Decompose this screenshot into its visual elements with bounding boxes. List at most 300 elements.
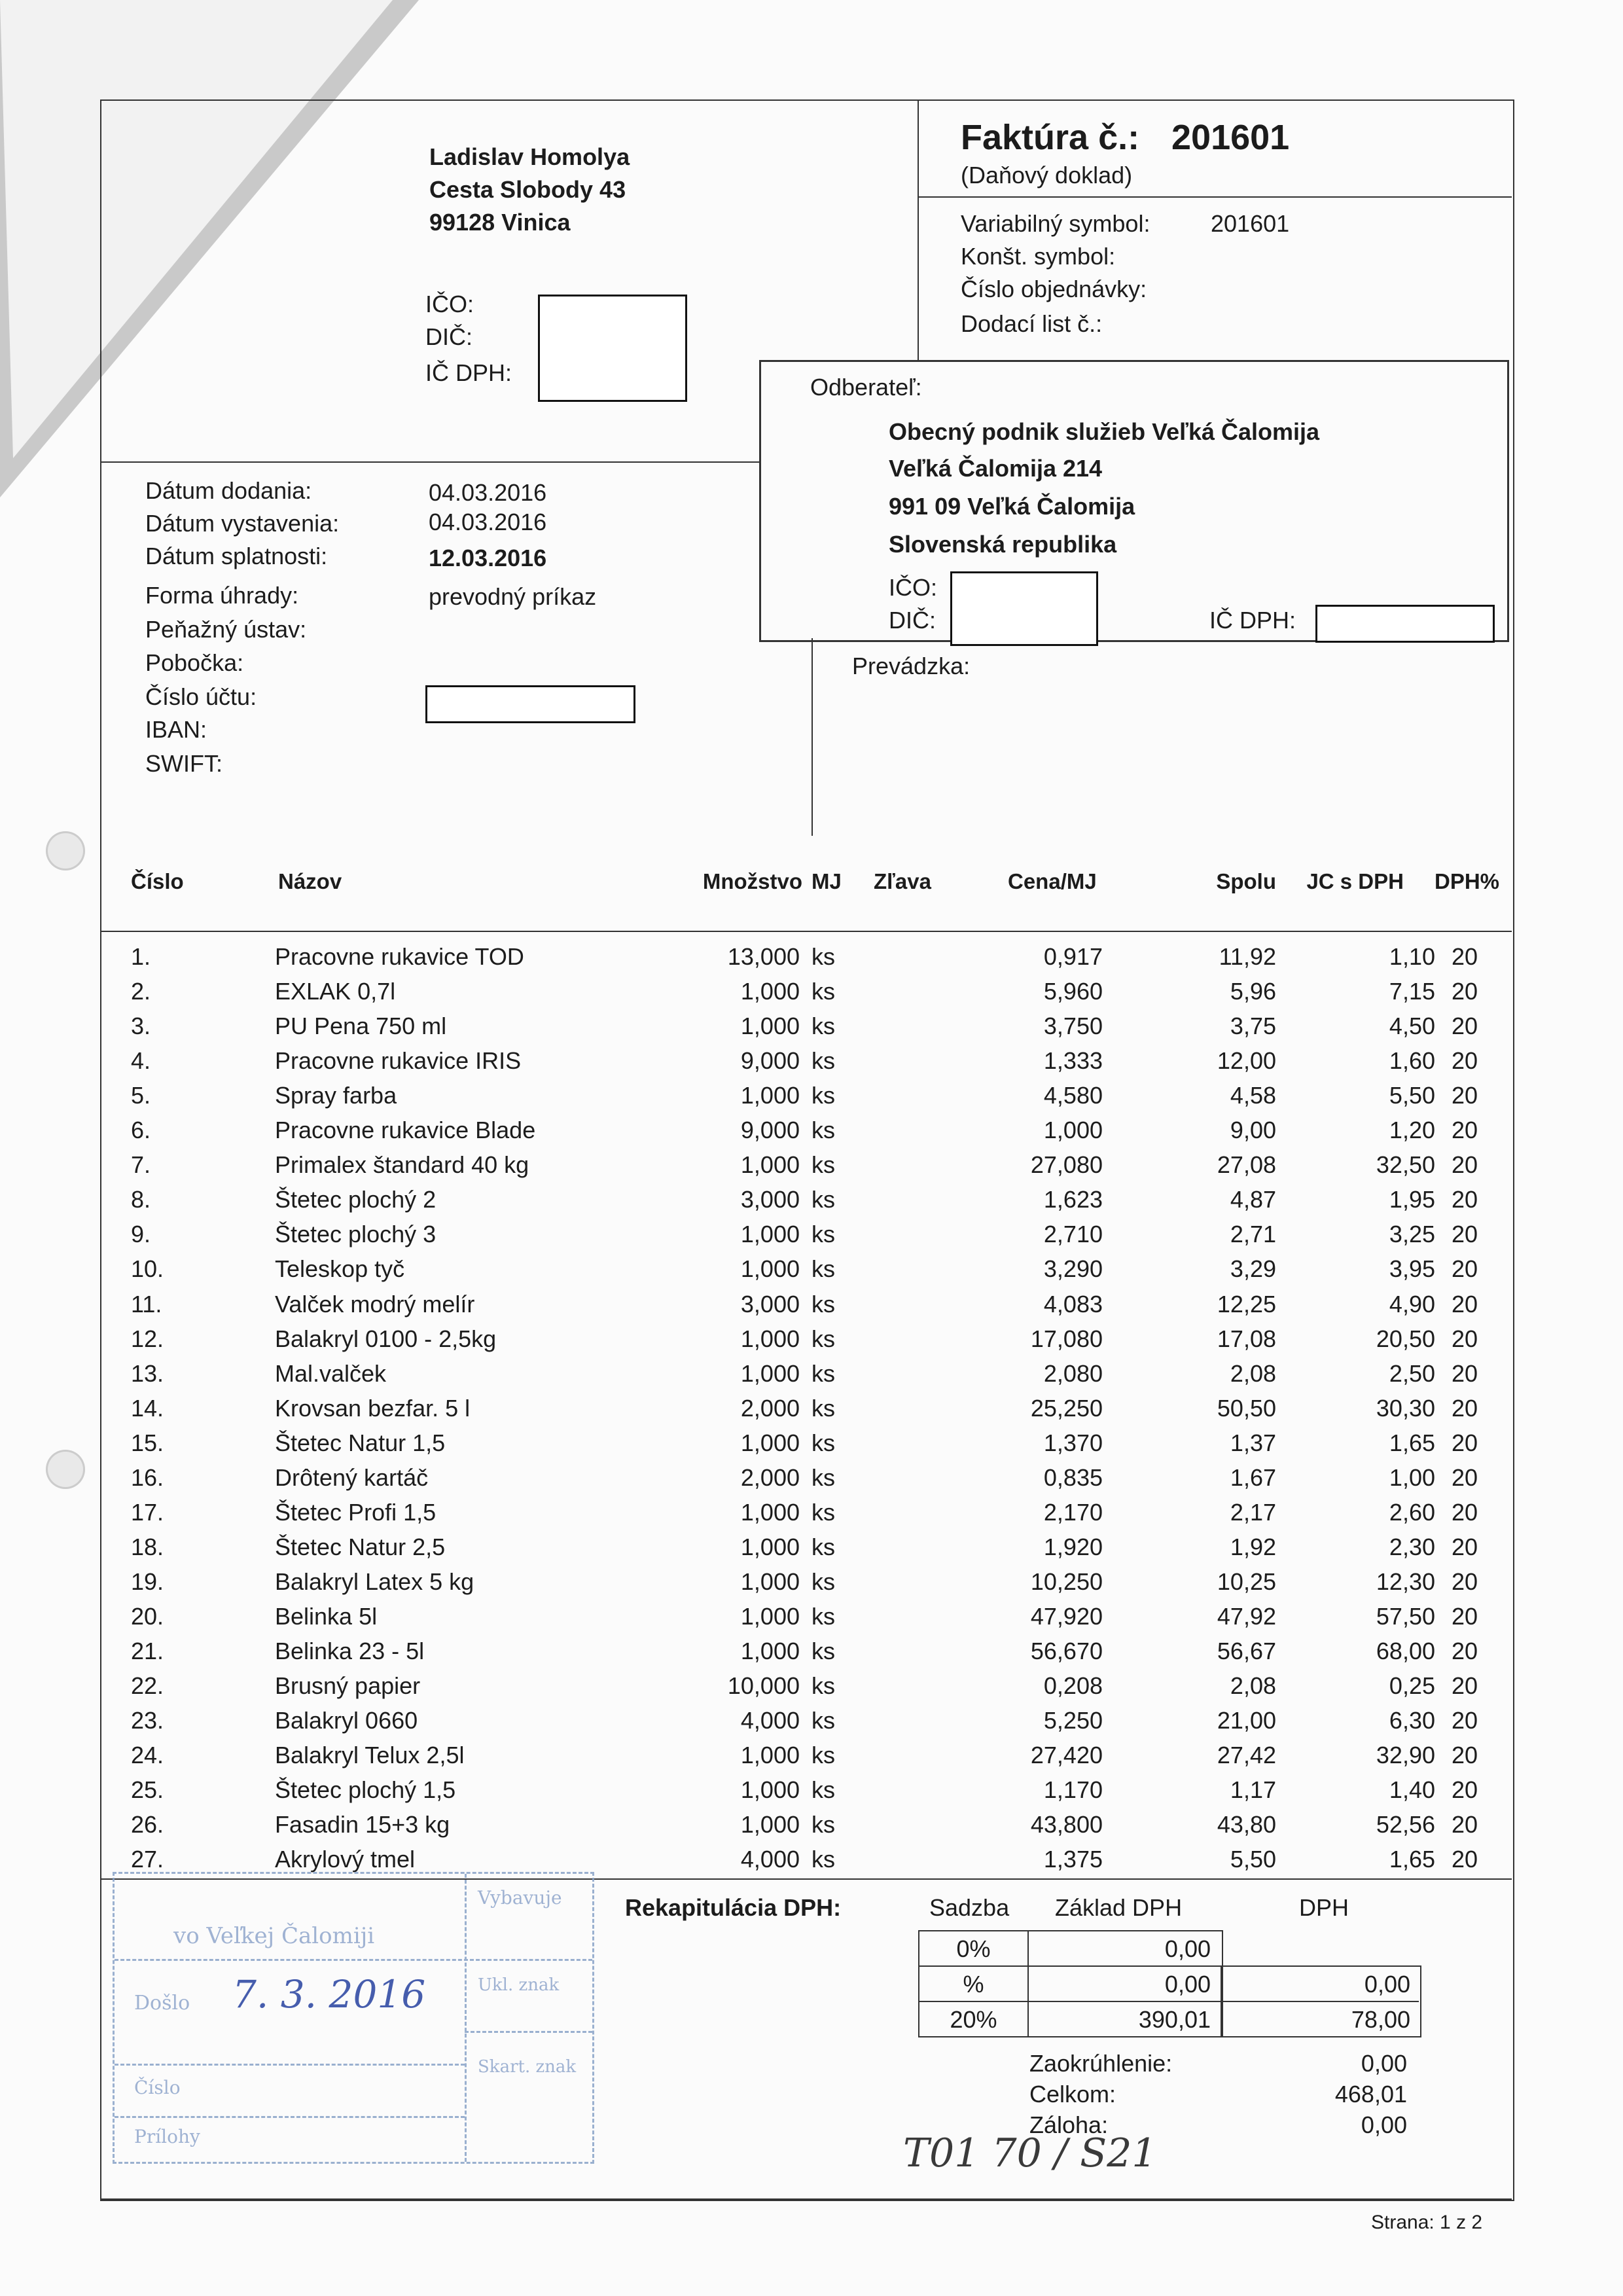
payment-form-label: Forma úhrady: xyxy=(145,582,299,609)
item-vat-pct: 20 xyxy=(1452,1568,1478,1595)
item-price: 2,080 xyxy=(1043,1359,1103,1387)
item-unit-vat: 32,90 xyxy=(1376,1742,1435,1769)
recap-rate-header: Sadzba xyxy=(929,1894,1010,1921)
item-unit-vat: 1,40 xyxy=(1389,1776,1435,1804)
item-vat-pct: 20 xyxy=(1452,978,1478,1005)
item-unit: ks xyxy=(812,1846,835,1873)
item-unit: ks xyxy=(812,1255,835,1283)
item-total: 2,17 xyxy=(1230,1498,1276,1526)
item-unit-vat: 2,30 xyxy=(1389,1533,1435,1560)
item-name: Akrylový tmel xyxy=(275,1846,416,1873)
advance-label: Záloha: xyxy=(1029,2111,1109,2138)
item-total: 56,67 xyxy=(1217,1638,1276,1664)
item-qty: 1,000 xyxy=(740,1082,800,1109)
item-total: 12,25 xyxy=(1217,1290,1276,1318)
item-unit: ks xyxy=(812,1463,835,1491)
item-unit-vat: 57,50 xyxy=(1376,1602,1435,1630)
item-total: 5,96 xyxy=(1230,978,1276,1005)
item-vat-pct: 20 xyxy=(1452,943,1478,970)
item-name: Štetec Natur 2,5 xyxy=(275,1533,446,1560)
item-vat-pct: 20 xyxy=(1452,1742,1478,1769)
item-unit-vat: 1,00 xyxy=(1389,1463,1435,1491)
item-vat-pct: 20 xyxy=(1452,1047,1478,1075)
item-no: 16. xyxy=(131,1463,164,1491)
payment-form-value: prevodný príkaz xyxy=(429,583,597,610)
item-no: 23. xyxy=(131,1707,164,1734)
recap-base: 390,01 xyxy=(1138,2006,1211,2033)
item-vat-pct: 20 xyxy=(1452,1151,1478,1179)
col-header-price: Cena/MJ xyxy=(1008,869,1097,893)
date-label: Dátum splatnosti: xyxy=(145,543,328,569)
item-no: 17. xyxy=(131,1498,164,1526)
item-price: 1,170 xyxy=(1043,1776,1103,1804)
item-price: 56,670 xyxy=(1030,1638,1103,1664)
redacted-box xyxy=(1315,605,1495,643)
item-qty: 3,000 xyxy=(740,1290,800,1318)
item-unit-vat: 2,50 xyxy=(1389,1359,1435,1387)
recap-vat: 78,00 xyxy=(1351,2006,1410,2033)
header-divider xyxy=(918,99,919,361)
item-no: 19. xyxy=(131,1568,164,1595)
item-total: 12,00 xyxy=(1217,1047,1276,1075)
col-header-vat-pct: DPH% xyxy=(1435,869,1500,893)
table-row xyxy=(0,1391,1623,1426)
item-no: 22. xyxy=(131,1672,164,1700)
stamp-date-handwritten: 7. 3. 2016 xyxy=(232,1972,426,2017)
item-total: 10,25 xyxy=(1217,1568,1276,1595)
premises-label: Prevádzka: xyxy=(852,653,971,679)
item-unit: ks xyxy=(812,1811,835,1839)
item-unit: ks xyxy=(812,1047,835,1075)
item-total: 17,08 xyxy=(1217,1325,1276,1352)
item-total: 27,08 xyxy=(1217,1151,1276,1179)
item-qty: 2,000 xyxy=(740,1394,800,1422)
item-no: 20. xyxy=(131,1602,164,1630)
item-qty: 1,000 xyxy=(740,1568,800,1595)
col-header-no: Číslo xyxy=(131,869,184,893)
item-vat-pct: 20 xyxy=(1452,1082,1478,1109)
item-vat-pct: 20 xyxy=(1452,1533,1478,1560)
recap-rate: 0% xyxy=(956,1935,991,1962)
bank-label: Peňažný ústav: xyxy=(145,616,307,643)
item-price: 1,920 xyxy=(1043,1533,1103,1560)
item-vat-pct: 20 xyxy=(1452,1429,1478,1456)
recap-base-header: Základ DPH xyxy=(1055,1894,1183,1921)
item-total: 1,37 xyxy=(1230,1429,1276,1456)
stamp-sign-label: Ukl. znak xyxy=(478,1975,560,1995)
item-qty: 1,000 xyxy=(740,1429,800,1456)
item-name: Štetec plochý 2 xyxy=(275,1186,437,1213)
item-qty: 1,000 xyxy=(740,1498,800,1526)
item-qty: 1,000 xyxy=(740,1325,800,1352)
item-unit-vat: 20,50 xyxy=(1376,1325,1435,1352)
const-symbol-label: Konšt. symbol: xyxy=(961,243,1116,270)
item-name: Teleskop tyč xyxy=(275,1255,405,1283)
item-name: Štetec plochý 1,5 xyxy=(275,1776,456,1804)
item-name: Štetec Profi 1,5 xyxy=(275,1498,437,1526)
item-vat-pct: 20 xyxy=(1452,1672,1478,1700)
item-unit: ks xyxy=(812,1151,835,1179)
date-value: 04.03.2016 xyxy=(429,509,547,535)
account-label: Číslo účtu: xyxy=(145,683,257,710)
rounding-value: 0,00 xyxy=(1361,2050,1407,2077)
item-qty: 9,000 xyxy=(740,1117,800,1144)
item-name: Spray farba xyxy=(275,1082,397,1109)
swift-label: SWIFT: xyxy=(145,750,223,777)
item-unit-vat: 1,60 xyxy=(1389,1047,1435,1075)
item-vat-pct: 20 xyxy=(1452,1638,1478,1664)
item-price: 0,835 xyxy=(1043,1463,1103,1491)
item-no: 4. xyxy=(131,1047,151,1075)
item-unit: ks xyxy=(812,943,835,970)
item-vat-pct: 20 xyxy=(1452,1013,1478,1040)
item-no: 25. xyxy=(131,1776,164,1804)
item-no: 9. xyxy=(131,1221,151,1248)
table-row xyxy=(0,1322,1623,1357)
item-price: 27,420 xyxy=(1030,1742,1103,1769)
table-row xyxy=(0,1773,1623,1808)
item-qty: 1,000 xyxy=(740,1742,800,1769)
stamp-number-label: Číslo xyxy=(134,2077,181,2098)
item-name: Štetec Natur 1,5 xyxy=(275,1429,446,1456)
stamp-shred-label: Skart. znak xyxy=(478,2057,577,2077)
item-qty: 1,000 xyxy=(740,1221,800,1248)
delivery-note-label: Dodací list č.: xyxy=(961,310,1103,337)
item-price: 1,375 xyxy=(1043,1846,1103,1873)
item-vat-pct: 20 xyxy=(1452,1117,1478,1144)
table-row xyxy=(0,1252,1623,1287)
item-vat-pct: 20 xyxy=(1452,1498,1478,1526)
table-row xyxy=(0,975,1623,1009)
col-header-unit: MJ xyxy=(812,869,842,893)
item-price: 1,370 xyxy=(1043,1429,1103,1456)
invoice-subtitle: (Daňový doklad) xyxy=(961,162,1133,188)
col-header-name: Názov xyxy=(278,869,342,893)
item-qty: 1,000 xyxy=(740,1533,800,1560)
redacted-box xyxy=(425,685,635,723)
buyer-street: Veľká Čalomija 214 xyxy=(889,455,1103,482)
recap-title: Rekapitulácia DPH: xyxy=(625,1894,842,1921)
item-name: Belinka 5l xyxy=(275,1602,378,1630)
item-vat-pct: 20 xyxy=(1452,1290,1478,1318)
item-price: 1,000 xyxy=(1043,1117,1103,1144)
col-header-total: Spolu xyxy=(1216,869,1276,893)
item-unit: ks xyxy=(812,1498,835,1526)
buyer-label: Odberateľ: xyxy=(810,374,922,401)
table-row xyxy=(0,1079,1623,1113)
item-total: 21,00 xyxy=(1217,1707,1276,1734)
table-row xyxy=(0,1461,1623,1496)
date-value: 04.03.2016 xyxy=(429,479,547,506)
item-name: Fasadin 15+3 kg xyxy=(275,1811,450,1839)
table-row xyxy=(0,1496,1623,1530)
item-unit: ks xyxy=(812,1359,835,1387)
item-qty: 3,000 xyxy=(740,1186,800,1213)
item-total: 5,50 xyxy=(1230,1846,1276,1873)
table-row xyxy=(0,1704,1623,1738)
stamp-divider xyxy=(465,2031,592,2033)
punch-hole xyxy=(46,831,85,870)
stamp-attachments-label: Prílohy xyxy=(134,2126,200,2147)
item-total: 2,08 xyxy=(1230,1672,1276,1700)
recap-base: 0,00 xyxy=(1164,1971,1211,1998)
item-price: 1,623 xyxy=(1043,1186,1103,1213)
item-unit-vat: 6,30 xyxy=(1389,1707,1435,1734)
table-row xyxy=(0,1287,1623,1322)
item-qty: 1,000 xyxy=(740,1602,800,1630)
item-no: 3. xyxy=(131,1013,151,1040)
item-no: 21. xyxy=(131,1638,164,1664)
item-price: 3,750 xyxy=(1043,1013,1103,1040)
table-row xyxy=(0,1009,1623,1044)
item-unit: ks xyxy=(812,1394,835,1422)
item-unit-vat: 32,50 xyxy=(1376,1151,1435,1179)
item-price: 3,290 xyxy=(1043,1255,1103,1283)
item-name: Belinka 23 - 5l xyxy=(275,1638,425,1664)
item-name: Krovsan bezfar. 5 l xyxy=(275,1394,471,1422)
col-header-qty: Množstvo xyxy=(702,869,802,893)
supplier-city: 99128 Vinica xyxy=(429,209,571,236)
item-price: 10,250 xyxy=(1030,1568,1103,1595)
registry-stamp xyxy=(113,1872,594,2164)
footer-line xyxy=(100,2198,1512,2200)
stamp-office: vo Veľkej Čalomiji xyxy=(173,1923,375,1949)
advance-value: 0,00 xyxy=(1361,2111,1407,2138)
item-unit-vat: 1,65 xyxy=(1389,1429,1435,1456)
handwritten-note: T01 70 / S21 xyxy=(903,2130,1157,2176)
item-no: 27. xyxy=(131,1846,164,1873)
item-total: 2,71 xyxy=(1230,1221,1276,1248)
item-unit-vat: 4,90 xyxy=(1389,1290,1435,1318)
item-no: 24. xyxy=(131,1742,164,1769)
item-name: Drôtený kartáč xyxy=(275,1463,429,1491)
item-qty: 1,000 xyxy=(740,1255,800,1283)
item-no: 10. xyxy=(131,1255,164,1283)
invoice-title: Faktúra č.: xyxy=(961,118,1140,157)
table-row xyxy=(0,940,1623,975)
total-value: 468,01 xyxy=(1334,2081,1407,2108)
item-unit: ks xyxy=(812,1568,835,1595)
item-qty: 4,000 xyxy=(740,1707,800,1734)
supplier-icdph-label: IČ DPH: xyxy=(425,359,512,386)
item-unit-vat: 12,30 xyxy=(1376,1568,1435,1595)
item-total: 4,87 xyxy=(1230,1186,1276,1213)
table-row xyxy=(0,1634,1623,1669)
item-qty: 1,000 xyxy=(740,978,800,1005)
item-price: 27,080 xyxy=(1030,1151,1103,1179)
item-unit-vat: 0,25 xyxy=(1389,1672,1435,1700)
item-no: 6. xyxy=(131,1117,151,1144)
iban-label: IBAN: xyxy=(145,716,207,743)
item-price: 5,960 xyxy=(1043,978,1103,1005)
item-name: Pracovne rukavice IRIS xyxy=(275,1047,522,1075)
item-name: PU Pena 750 ml xyxy=(275,1013,447,1040)
item-price: 5,250 xyxy=(1043,1707,1103,1734)
recap-vat: 0,00 xyxy=(1364,1971,1410,1998)
item-unit: ks xyxy=(812,1429,835,1456)
item-qty: 1,000 xyxy=(740,1638,800,1664)
table-row xyxy=(0,1808,1623,1842)
item-no: 2. xyxy=(131,978,151,1005)
item-total: 2,08 xyxy=(1230,1359,1276,1387)
table-row xyxy=(0,1565,1623,1600)
item-unit-vat: 1,65 xyxy=(1389,1846,1435,1873)
date-label: Dátum dodania: xyxy=(145,477,312,504)
title-underline xyxy=(918,196,1512,198)
item-vat-pct: 20 xyxy=(1452,1811,1478,1839)
item-unit-vat: 2,60 xyxy=(1389,1498,1435,1526)
buyer-ico-label: IČO: xyxy=(889,574,938,601)
item-unit-vat: 3,25 xyxy=(1389,1221,1435,1248)
stamp-divider xyxy=(115,1959,592,1961)
stamp-divider xyxy=(115,2064,465,2066)
item-total: 4,58 xyxy=(1230,1082,1276,1109)
item-vat-pct: 20 xyxy=(1452,1394,1478,1422)
supplier-ico-label: IČO: xyxy=(425,291,474,317)
branch-label: Pobočka: xyxy=(145,649,244,676)
item-vat-pct: 20 xyxy=(1452,1221,1478,1248)
item-no: 7. xyxy=(131,1151,151,1179)
buyer-city: 991 09 Veľká Čalomija xyxy=(889,493,1135,520)
item-unit-vat: 4,50 xyxy=(1389,1013,1435,1040)
table-header-line xyxy=(100,931,1512,932)
item-unit: ks xyxy=(812,1221,835,1248)
item-unit-vat: 1,95 xyxy=(1389,1186,1435,1213)
buyer-icdph-label: IČ DPH: xyxy=(1209,607,1296,634)
item-no: 14. xyxy=(131,1394,164,1422)
table-row xyxy=(0,1530,1623,1565)
item-qty: 2,000 xyxy=(740,1463,800,1491)
buyer-dic-label: DIČ: xyxy=(889,607,936,634)
item-unit: ks xyxy=(812,1325,835,1352)
stamp-divider xyxy=(465,1874,467,2162)
item-qty: 9,000 xyxy=(740,1047,800,1075)
variable-symbol-value: 201601 xyxy=(1211,210,1290,237)
item-price: 4,580 xyxy=(1043,1082,1103,1109)
supplier-street: Cesta Slobody 43 xyxy=(429,176,626,203)
redacted-box xyxy=(950,571,1098,646)
premises-divider xyxy=(812,638,813,836)
buyer-name: Obecný podnik služieb Veľká Čalomija xyxy=(889,418,1320,445)
item-total: 9,00 xyxy=(1230,1117,1276,1144)
item-vat-pct: 20 xyxy=(1452,1359,1478,1387)
item-total: 1,17 xyxy=(1230,1776,1276,1804)
item-no: 13. xyxy=(131,1359,164,1387)
item-qty: 1,000 xyxy=(740,1811,800,1839)
redacted-box xyxy=(538,295,687,402)
item-vat-pct: 20 xyxy=(1452,1602,1478,1630)
item-unit: ks xyxy=(812,1082,835,1109)
item-no: 11. xyxy=(131,1290,162,1318)
item-total: 1,67 xyxy=(1230,1463,1276,1491)
supplier-dic-label: DIČ: xyxy=(425,323,473,350)
page-number: Strana: 1 z 2 xyxy=(1371,2212,1483,2233)
item-total: 27,42 xyxy=(1217,1742,1276,1769)
table-row xyxy=(0,1738,1623,1773)
item-name: Štetec plochý 3 xyxy=(275,1221,437,1248)
item-vat-pct: 20 xyxy=(1452,1463,1478,1491)
table-row xyxy=(0,1044,1623,1079)
recap-base: 0,00 xyxy=(1164,1935,1211,1962)
item-price: 47,920 xyxy=(1030,1602,1103,1630)
item-unit: ks xyxy=(812,1672,835,1700)
item-qty: 1,000 xyxy=(740,1359,800,1387)
item-qty: 13,000 xyxy=(727,943,800,970)
item-total: 11,92 xyxy=(1219,943,1276,970)
table-row xyxy=(0,1669,1623,1704)
item-unit-vat: 1,20 xyxy=(1389,1117,1435,1144)
item-no: 1. xyxy=(131,943,151,970)
item-unit: ks xyxy=(812,978,835,1005)
item-name: Balakryl Telux 2,5l xyxy=(275,1742,465,1769)
buyer-country: Slovenská republika xyxy=(889,531,1117,558)
table-row xyxy=(0,1113,1623,1148)
total-label: Celkom: xyxy=(1029,2081,1116,2108)
item-name: Balakryl 0100 - 2,5kg xyxy=(275,1325,497,1352)
item-no: 26. xyxy=(131,1811,164,1839)
item-price: 4,083 xyxy=(1043,1290,1103,1318)
item-no: 5. xyxy=(131,1082,151,1109)
item-total: 3,29 xyxy=(1230,1255,1276,1283)
item-name: Valček modrý melír xyxy=(275,1290,475,1318)
item-vat-pct: 20 xyxy=(1452,1776,1478,1804)
item-no: 12. xyxy=(131,1325,164,1352)
item-price: 17,080 xyxy=(1030,1325,1103,1352)
due-date-value: 12.03.2016 xyxy=(429,545,547,571)
recap-divider xyxy=(1027,1930,1029,2036)
supplier-name: Ladislav Homolya xyxy=(429,143,630,170)
invoice-number: 201601 xyxy=(1171,118,1290,157)
item-price: 2,710 xyxy=(1043,1221,1103,1248)
item-price: 0,917 xyxy=(1043,943,1103,970)
item-price: 1,333 xyxy=(1043,1047,1103,1075)
item-unit-vat: 30,30 xyxy=(1376,1394,1435,1422)
table-row xyxy=(0,1426,1623,1461)
item-name: Brusný papier xyxy=(275,1672,421,1700)
item-vat-pct: 20 xyxy=(1452,1325,1478,1352)
item-total: 43,80 xyxy=(1217,1811,1276,1839)
item-price: 25,250 xyxy=(1030,1394,1103,1422)
item-qty: 1,000 xyxy=(740,1776,800,1804)
item-vat-pct: 20 xyxy=(1452,1707,1478,1734)
item-unit: ks xyxy=(812,1776,835,1804)
date-label: Dátum vystavenia: xyxy=(145,510,340,537)
item-price: 2,170 xyxy=(1043,1498,1103,1526)
item-name: Balakryl 0660 xyxy=(275,1707,418,1734)
item-unit: ks xyxy=(812,1707,835,1734)
item-unit-vat: 7,15 xyxy=(1389,978,1435,1005)
table-row xyxy=(0,1148,1623,1183)
col-header-discount: Zľava xyxy=(874,869,931,893)
item-total: 50,50 xyxy=(1217,1394,1276,1422)
item-unit-vat: 68,00 xyxy=(1376,1638,1435,1664)
item-name: Primalex štandard 40 kg xyxy=(275,1151,529,1179)
item-price: 43,800 xyxy=(1030,1811,1103,1839)
item-price: 0,208 xyxy=(1043,1672,1103,1700)
item-total: 3,75 xyxy=(1230,1013,1276,1040)
table-row xyxy=(0,1600,1623,1634)
item-name: Pracovne rukavice Blade xyxy=(275,1117,536,1144)
item-unit: ks xyxy=(812,1117,835,1144)
item-qty: 1,000 xyxy=(740,1151,800,1179)
item-total: 47,92 xyxy=(1217,1602,1276,1630)
item-total: 1,92 xyxy=(1230,1533,1276,1560)
recap-rate: 20% xyxy=(950,2006,997,2033)
item-unit-vat: 3,95 xyxy=(1389,1255,1435,1283)
item-unit: ks xyxy=(812,1638,835,1664)
variable-symbol-label: Variabilný symbol: xyxy=(961,210,1150,237)
item-no: 8. xyxy=(131,1186,151,1213)
